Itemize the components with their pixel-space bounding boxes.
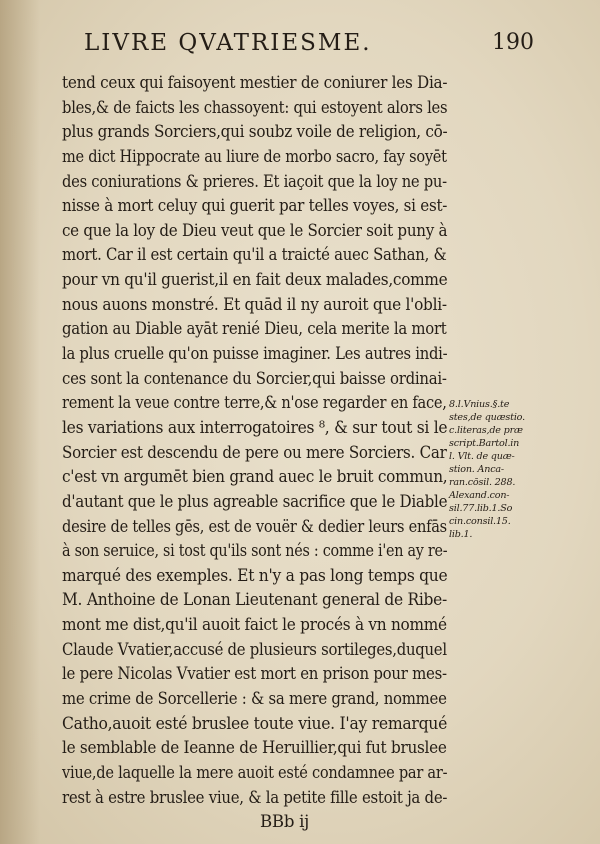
body-text — [62, 71, 447, 835]
text-line: nisse à mort celuy qui guerit par telles voyes, si est- — [62, 196, 448, 216]
gutter-shadow — [0, 0, 40, 844]
margin-note: script.Bartol.in — [449, 438, 520, 449]
page-number: 190 — [492, 30, 534, 55]
text-line: ces sont la contenance du Sorcier,qui baisse ordinai- — [62, 368, 447, 388]
text-line: rement la veue contre terre,& n'ose regarder en face, — [62, 393, 447, 413]
margin-note: l. Vlt. de quæ- — [449, 451, 515, 462]
text-line: Claude Vvatier,accusé de plusieurs sortileges,duquel — [62, 639, 447, 659]
text-line: mont me dist,qu'il auoit faict le procés à vn nommé — [62, 615, 447, 635]
text-line: à son seruice, si tost qu'ils sont nés : comme i'en ay re- — [62, 541, 448, 561]
text-line: le pere Nicolas Vvatier est mort en prison pour mes- — [62, 664, 447, 684]
text-line: des coniurations & prieres. Et iaçoit que la loy ne pu- — [62, 171, 447, 191]
text-line: nous auons monstré. Et quād il ny auroit que l'obli- — [62, 294, 447, 314]
running-head — [84, 30, 534, 70]
text-line: marqué des exemples. Et n'y a pas long temps que — [62, 565, 448, 585]
text-line: ce que la loy de Dieu veut que le Sorcier soit puny à — [62, 220, 448, 240]
text-line: M. Anthoine de Lonan Lieutenant general de Ribe- — [62, 590, 447, 610]
text-line: les variations aux interrogatoires ⁸, & sur tout si le — [62, 417, 448, 437]
text-line: bles,& de faicts les chassoyent: qui estoyent alors les — [62, 97, 448, 117]
text-line: gation au Diable ayāt renié Dieu, cela merite la mort — [62, 319, 447, 339]
running-title: LIVRE QVATRIESME. — [84, 30, 372, 56]
text-line: c'est vn argumēt bien grand auec le bruit commun, — [62, 467, 448, 487]
text-line: pour vn qu'il guerist,il en fait deux malades,comme — [62, 270, 448, 290]
margin-note: c.literas,de præ — [449, 425, 523, 436]
text-line: desire de telles gēs, est de vouër & dedier leurs enfās — [62, 516, 447, 536]
margin-note: Alexand.con- — [449, 490, 510, 501]
margin-note: cin.consil.15. — [449, 516, 511, 527]
margin-note: lib.1. — [449, 529, 473, 540]
catchword: BBb ij — [260, 812, 309, 832]
text-line: d'autant que le plus agreable sacrifice que le Diable — [62, 491, 448, 511]
text-line: plus grands Sorciers,qui soubz voile de religion, cō- — [62, 122, 448, 142]
text-line: viue,de laquelle la mere auoit esté condamnee par ar- — [62, 762, 448, 782]
text-line: le semblable de Ieanne de Heruillier,qui fut bruslee — [62, 738, 447, 758]
margin-note: stes,de quæstio. — [449, 412, 525, 423]
margin-note: 8.l.Vnius.§.te — [449, 399, 510, 410]
text-line: la plus cruelle qu'on puisse imaginer. Les autres indi- — [62, 344, 448, 364]
margin-notes — [449, 398, 549, 541]
margin-note: stion. Anca- — [449, 464, 504, 475]
text-line: rest à estre bruslee viue, & la petite fille estoit ja de- — [62, 787, 448, 807]
text-line: me dict Hippocrate au liure de morbo sacro, fay soyēt — [62, 146, 447, 166]
margin-note: sil.77.lib.1.So — [449, 503, 513, 514]
text-line: tend ceux qui faisoyent mestier de coniurer les Dia- — [62, 73, 448, 92]
text-line: mort. Car il est certain qu'il a traicté auec Sathan, & — [62, 245, 447, 265]
margin-note: ran.cōsil. 288. — [449, 477, 516, 488]
text-line: Catho,auoit esté bruslee toute viue. I'ay remarqué — [62, 713, 448, 733]
text-line: me crime de Sorcellerie : & sa mere grand, nommee — [62, 689, 447, 709]
text-line: Sorcier est descendu de pere ou mere Sorciers. Car — [62, 442, 447, 462]
